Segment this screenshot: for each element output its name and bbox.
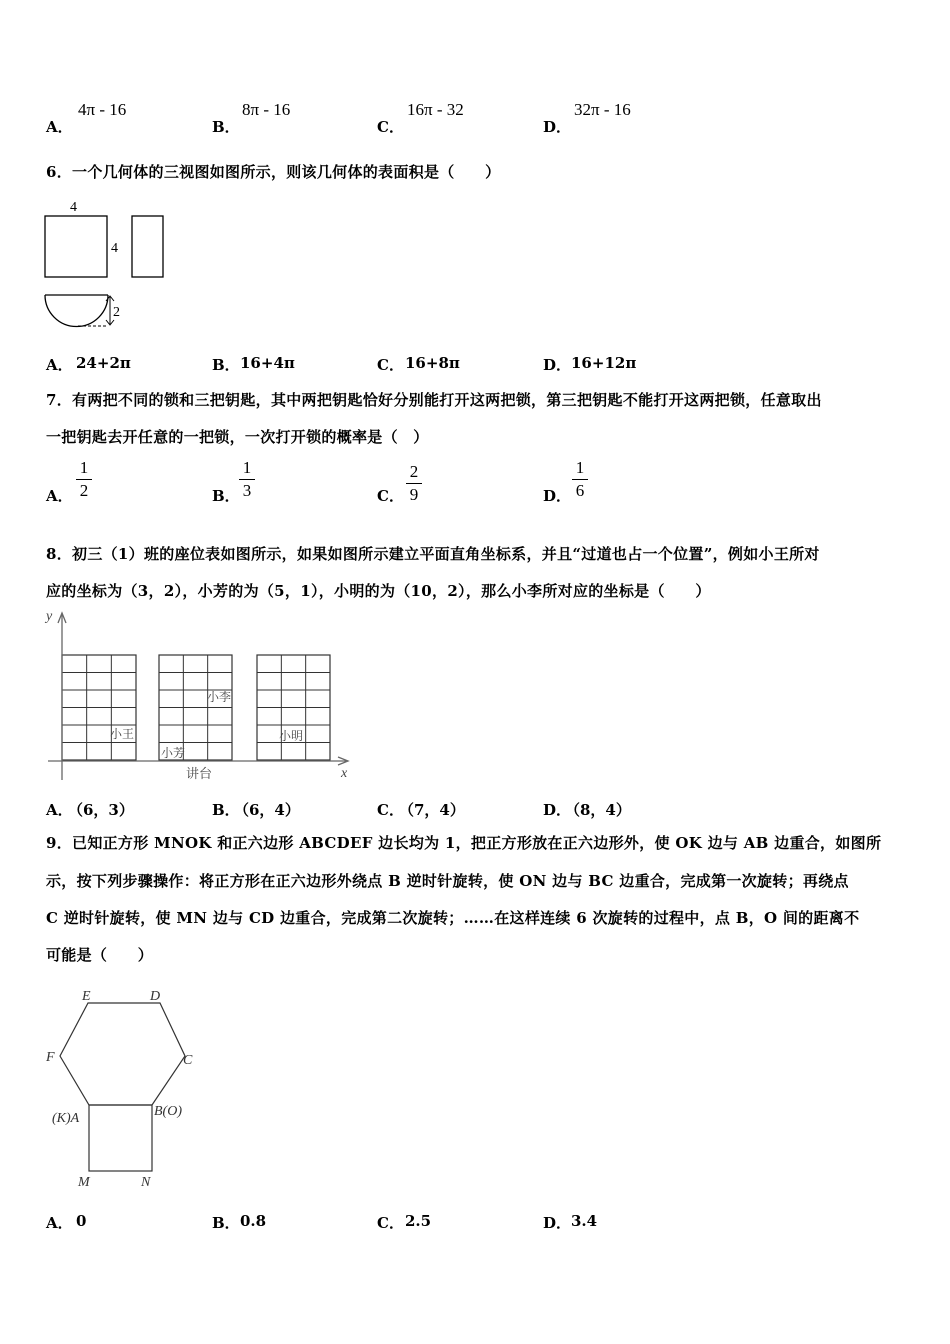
q8-option-b-letter: B．	[212, 801, 240, 819]
q8-option-c-value: （7，4）	[399, 801, 465, 819]
q7-option-c-fraction	[406, 463, 422, 504]
q9-line3: C 逆时针旋转，使 MN 边与 CD 边重合，完成第二次旋转；……在这样连续 6 次旋转的过程中，点 B，O 间的距离不	[46, 909, 860, 927]
q6-option-b-value: 16+4π	[240, 354, 295, 372]
q6-text: 6．一个几何体的三视图如图所示，则该几何体的表面积是（ ）	[46, 163, 501, 181]
q8-line1: 8．初三（1）班的座位表如图所示，如果如图所示建立平面直角坐标系，并且“过道也占一个位置”，例如小王所对	[46, 545, 820, 563]
q7-option-a-letter: A．	[46, 487, 73, 505]
q6-option-c-value: 16+8π	[405, 354, 460, 372]
q7-option-c-num: 2	[409, 462, 419, 481]
fraction-bar	[406, 483, 422, 484]
y-axis-label: y	[46, 609, 53, 624]
q8-option-d-letter: D．	[543, 801, 572, 819]
vertex-label-e: E	[82, 989, 91, 1004]
q6-label-height: 4	[111, 241, 118, 256]
q7-option-d-num: 1	[575, 458, 585, 477]
q5-option-a-letter: A．	[46, 118, 73, 136]
vertex-label-bo: B(O)	[154, 1104, 182, 1119]
q9-option-c-letter: C．	[377, 1214, 404, 1232]
q6-option-a-letter: A．	[46, 356, 73, 374]
q6-label-width: 4	[70, 200, 77, 215]
q5-option-a-value: 4π - 16	[78, 100, 127, 119]
q9-option-d-letter: D．	[543, 1214, 572, 1232]
label-xiaofang: 小芳	[161, 746, 186, 760]
q7-option-a-den: 2	[79, 481, 89, 500]
q6-front-view	[45, 216, 107, 277]
q7-option-d-fraction	[572, 459, 588, 500]
q6-top-view-arc	[45, 295, 108, 327]
q5-option-c-value: 16π - 32	[407, 100, 464, 119]
label-xiaoli: 小李	[207, 690, 232, 704]
q8-option-c-letter: C．	[377, 801, 404, 819]
q6-option-d-letter: D．	[543, 356, 572, 374]
q6-side-view	[132, 216, 163, 277]
q8-seating-figure	[40, 605, 360, 785]
q9-line1: 9．已知正方形 MNOK 和正六边形 ABCDEF 边长均为 1，把正方形放在正六边形外，使 OK 边与 AB 边重合，如图所	[46, 834, 882, 852]
square-mnok	[89, 1105, 152, 1171]
q5-option-b-value: 8π - 16	[242, 100, 291, 119]
q7-option-a-num: 1	[79, 458, 89, 477]
q7-option-b-den: 3	[242, 481, 252, 500]
q6-three-view-figure	[40, 195, 180, 335]
seat-grids	[62, 655, 330, 760]
q9-hexagon-figure	[40, 978, 210, 1198]
fraction-bar	[76, 479, 92, 480]
q7-option-a-fraction	[76, 459, 92, 500]
q8-option-a-letter: A．	[46, 801, 73, 819]
q5-option-d-value: 32π - 16	[574, 100, 631, 119]
q9-option-c-value: 2.5	[405, 1212, 432, 1230]
q6-option-c-letter: C．	[377, 356, 404, 374]
vertex-label-ka: (K)A	[52, 1111, 80, 1126]
q9-option-a-value: 0	[76, 1212, 87, 1230]
q8-line2: 应的坐标为（3，2），小芳的为（5，1），小明的为（10，2），那么小李所对应的坐标是（ ）	[46, 582, 711, 600]
q5-option-c-letter: C．	[377, 118, 404, 136]
label-podium: 讲台	[186, 766, 213, 781]
q9-option-a-letter: A．	[46, 1214, 73, 1232]
x-axis-label: x	[341, 766, 348, 781]
q7-line2: 一把钥匙去开任意的一把锁，一次打开锁的概率是（ ）	[46, 428, 429, 446]
label-xiaowang: 小王	[110, 727, 135, 741]
q8-option-a-value: （6，3）	[68, 801, 134, 819]
vertex-label-d: D	[150, 989, 161, 1004]
q6-option-a-value: 24+2π	[76, 354, 131, 372]
vertex-label-c: C	[183, 1053, 193, 1068]
q9-line4: 可能是（ ）	[46, 946, 154, 964]
q7-option-d-letter: D．	[543, 487, 572, 505]
q7-option-b-num: 1	[242, 458, 252, 477]
q5-option-d-letter: D．	[543, 118, 572, 136]
fraction-bar	[239, 479, 255, 480]
q7-option-c-den: 9	[409, 485, 419, 504]
vertex-label-n: N	[141, 1175, 151, 1190]
q9-line2: 示，按下列步骤操作：将正方形在正六边形外绕点 B 逆时针旋转，使 ON 边与 BC 边重合，完成第一次旋转；再绕点	[46, 872, 849, 890]
q6-option-d-value: 16+12π	[571, 354, 637, 372]
q9-option-b-letter: B．	[212, 1214, 240, 1232]
q9-option-b-value: 0.8	[240, 1212, 267, 1230]
q8-option-b-value: （6，4）	[234, 801, 300, 819]
vertex-label-f: F	[46, 1050, 55, 1065]
q7-line1: 7．有两把不同的锁和三把钥匙，其中两把钥匙恰好分别能打开这两把锁，第三把钥匙不能打开这两把锁，任意取出	[46, 391, 822, 409]
q7-option-b-fraction	[239, 459, 255, 500]
fraction-bar	[572, 479, 588, 480]
q7-option-c-letter: C．	[377, 487, 404, 505]
hexagon-abcdef	[60, 1003, 185, 1105]
q7-option-d-den: 6	[575, 481, 585, 500]
q6-option-b-letter: B．	[212, 356, 240, 374]
vertex-label-m: M	[78, 1175, 90, 1190]
q8-option-d-value: （8，4）	[565, 801, 631, 819]
q7-option-b-letter: B．	[212, 487, 240, 505]
label-xiaoming: 小明	[279, 729, 304, 743]
q5-option-b-letter: B．	[212, 118, 240, 136]
q6-label-depth: 2	[113, 305, 120, 320]
q9-option-d-value: 3.4	[571, 1212, 598, 1230]
